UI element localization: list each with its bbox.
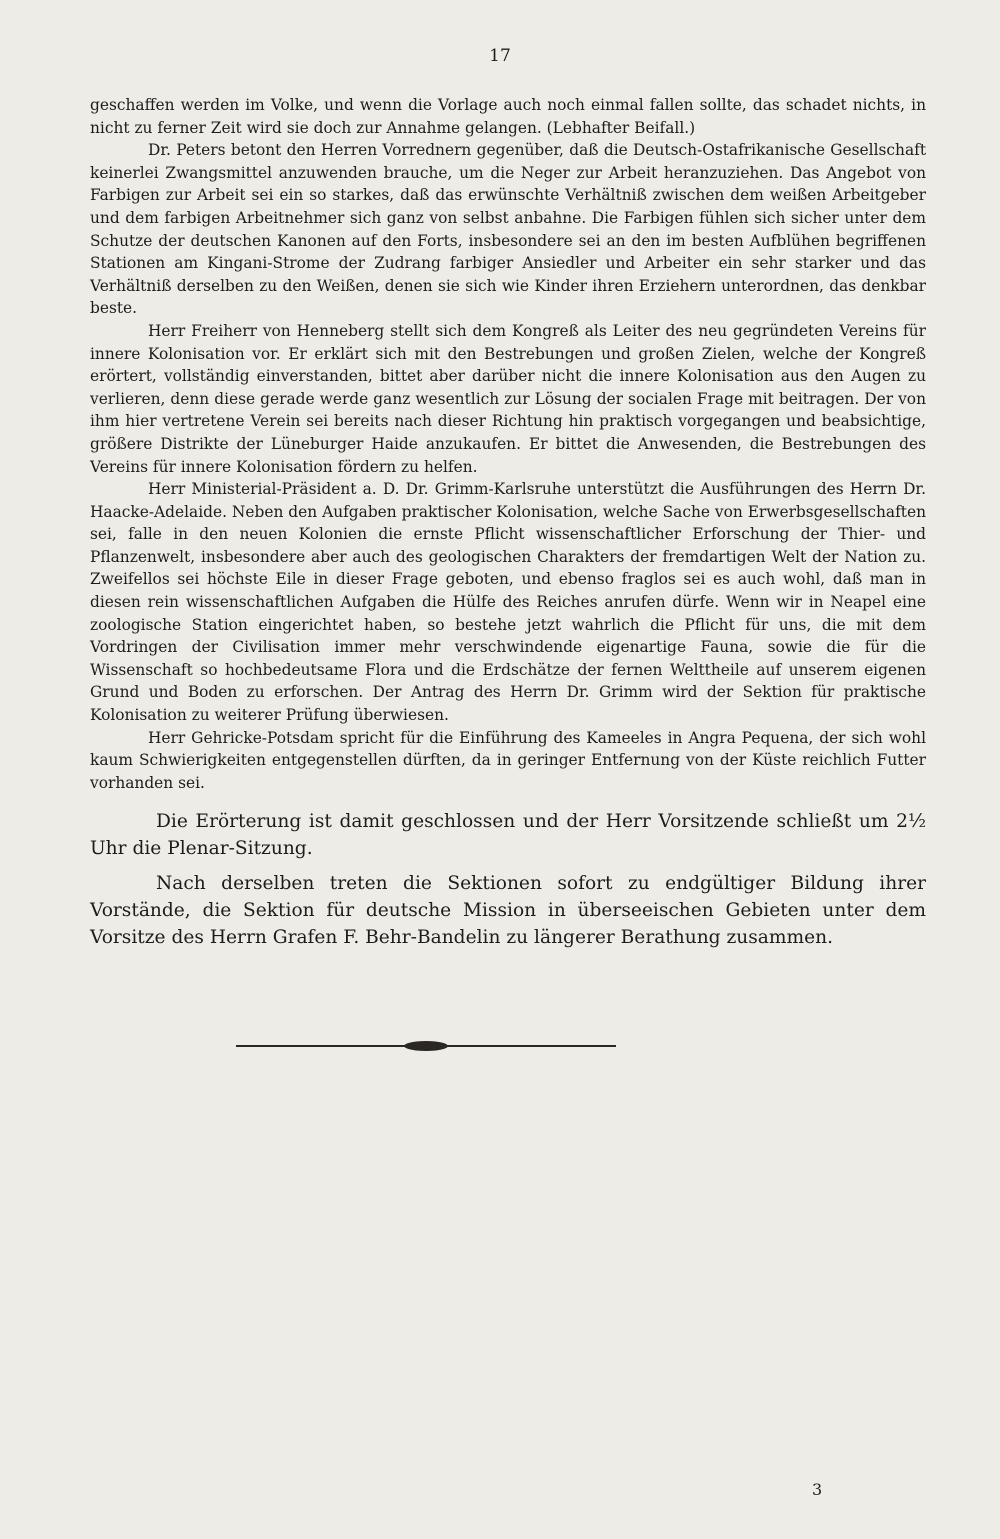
divider-ornament-icon <box>404 1041 448 1051</box>
spacer <box>90 862 926 870</box>
closing-paragraph-sections: Nach derselben treten die Sektionen sofort zu endgültiger Bildung ihrer Vorstände, die Sektion für deutsche Mission in überseeischen Gebieten unter dem Vorsitze des Herrn Grafen F. Behr-Bandelin zu längerer Berathung zusammen. <box>90 873 926 949</box>
closing-paragraph-session-end: Die Erörterung ist damit geschlossen und der Herr Vorsitzende schließt um 2½ Uhr die Plenar-Sitzung. <box>90 811 926 860</box>
paragraph-continuation: geschaffen werden im Volke, und wenn die Vorlage auch noch einmal fallen sollte, das schadet nichts, in nicht zu ferner Zeit wird sie doch zur Annahme gelangen. (Lebhafter Beifall.) <box>90 96 926 137</box>
body-text <box>90 94 926 951</box>
signature-mark: 3 <box>812 1480 823 1499</box>
paragraph-gehricke: Herr Gehricke-Potsdam spricht für die Einführung des Kameeles in Angra Pequena, der sich wohl kaum Schwierigkeiten entgegenstellen dürften, da in geringer Entfernung von der Küste reichlich Futter vorhanden sei. <box>90 728 926 792</box>
paragraph-peters: Dr. Peters betont den Herren Vorrednern gegenüber, daß die Deutsch-Ostafrikanische Gesellschaft keinerlei Zwangsmittel anzuwenden brauche, um die Neger zur Arbeit heranzuziehen. Das Angebot von Farbigen zur Arbeit sei ein so starkes, daß das erwünschte Verhältniß zwischen dem weißen Arbeitgeber und dem farbigen Arbeitnehmer sich ganz von selbst anbahne. Die Farbigen fühlen sich sicher unter dem Schutze der deutschen Kanonen auf den Forts, insbesondere sei an den im besten Aufblühen begriffenen Stationen am Kingani-Strome der Zudrang farbiger Ansiedler und Arbeiter ein sehr starker und das Verhältniß derselben zu den Weißen, denen sie sich wie Kinder ihren Erziehern unterordnen, das denkbar beste. <box>90 141 926 318</box>
ornamental-divider <box>236 1040 616 1052</box>
page-number: 17 <box>489 46 511 66</box>
closing-section <box>90 808 926 951</box>
paragraph-grimm: Herr Ministerial-Präsident a. D. Dr. Grimm-Karlsruhe unterstützt die Ausführungen des Herrn Dr. Haacke-Adelaide. Neben den Aufgaben praktischer Kolonisation, welche Sache von Erwerbsgesellschaften sei, falle in den neuen Kolonien die ernste Pflicht wissenschaftlicher Erforschung der Thier- und Pflanzenwelt, insbesondere aber auch des geologischen Charakters der fremdartigen Welt der Nation zu. Zweifellos sei höchste Eile in dieser Frage geboten, und ebenso fraglos sei es auch wohl, daß man in diesen rein wissenschaftlichen Aufgaben die Hülfe des Reiches anrufen dürfe. Wenn wir in Neapel eine zoologische Station eingerichtet haben, so bestehe jetzt wahrlich die Pflicht für uns, die mit dem Vordringen der Civilisation immer mehr verschwindende eigenartige Fauna, sowie die für die Wissenschaft so hochbedeutsame Flora und die Erdschätze der fernen Welttheile auf unserem eigenen Grund und Boden zu erforschen. Der Antrag des Herrn Dr. Grimm wird der Sektion für praktische Kolonisation zu weiterer Prüfung überwiesen. <box>90 480 926 725</box>
paragraph-henneberg: Herr Freiherr von Henneberg stellt sich dem Kongreß als Leiter des neu gegründeten Vereins für innere Kolonisation vor. Er erklärt sich mit den Bestrebungen und großen Zielen, welche der Kongreß erörtert, vollständig einverstanden, bittet aber darüber nicht die innere Kolonisation aus den Augen zu verlieren, denn diese gerade werde ganz wesentlich zur Lösung der socialen Frage mit beitragen. Der von ihm hier vertretene Verein sei bereits nach dieser Richtung hin praktisch vorgegangen und beabsichtige, größere Distrikte der Lüneburger Haide anzukaufen. Er bittet die Anwesenden, die Bestrebungen des Vereins für innere Kolonisation fördern zu helfen. <box>90 321 926 476</box>
spacer <box>90 794 926 808</box>
